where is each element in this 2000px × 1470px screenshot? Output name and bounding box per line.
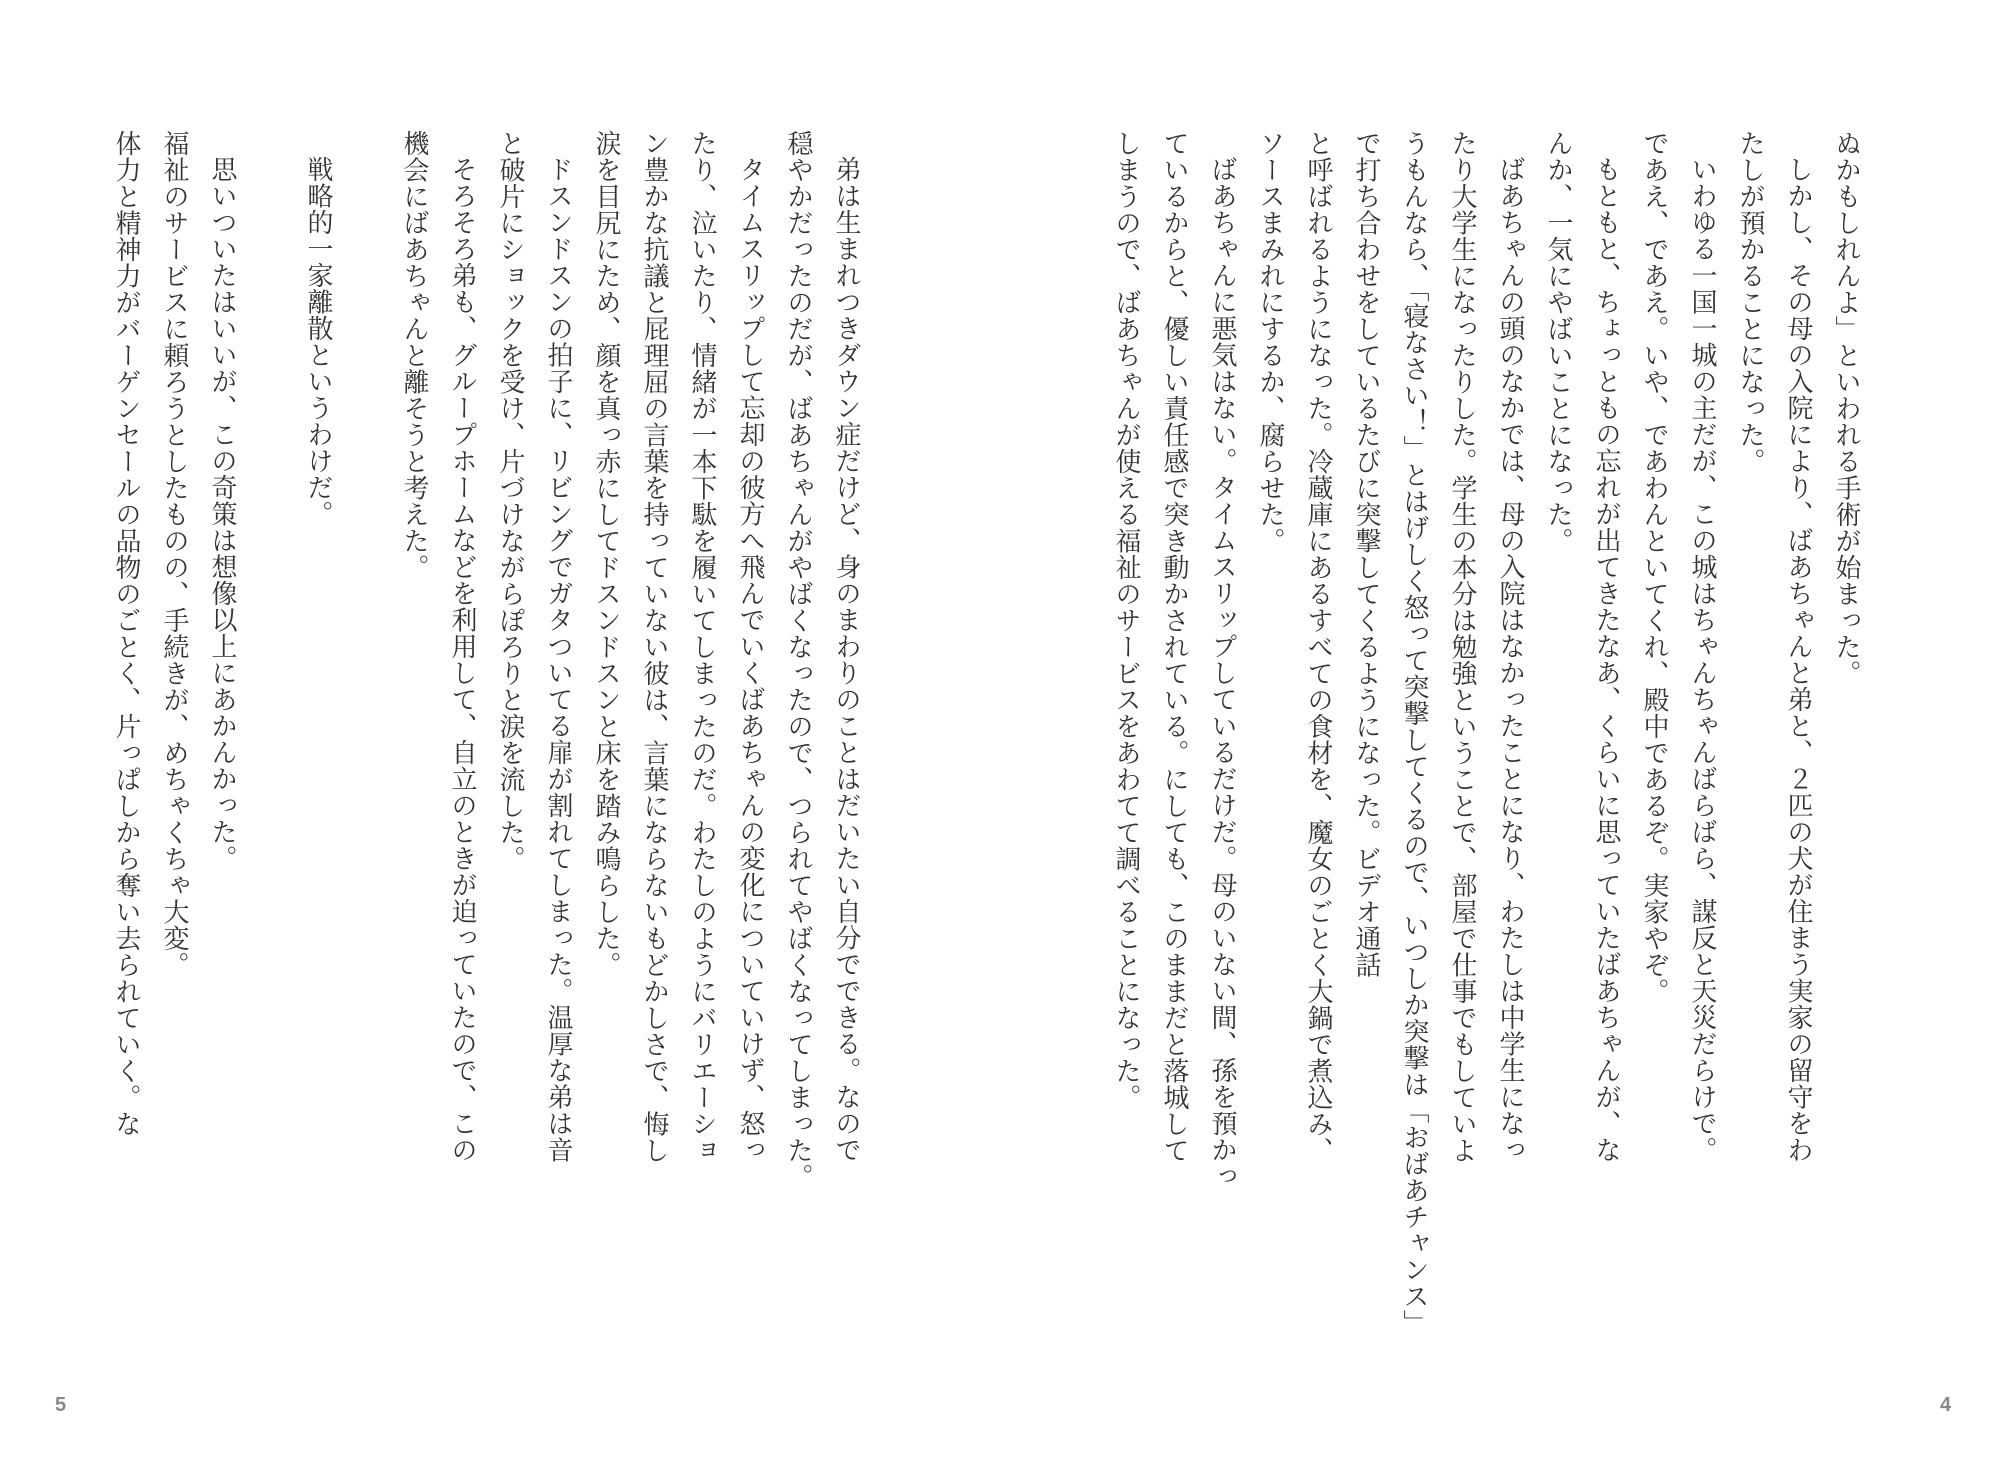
page-number-right: 4 [1940, 1394, 1952, 1416]
left-page-text [102, 130, 870, 1230]
text-line: ているからと、優しい責任感で突き動かされている。にしても、このままだと落城して [1159, 130, 1189, 1164]
text-line: ン豊かな抗議と屁理屈の言葉を持っていない彼は、言葉にならないもどかしさで、悔し [639, 130, 669, 1164]
text-line: ドスンドスンの拍子に、リビングでガタついてる扉が割れてしまった。温厚な弟は音 [543, 156, 573, 1163]
text-line: たり大学生になったりした。学生の本分は勉強ということで、部屋で仕事でもしていよ [1447, 130, 1477, 1164]
text-line: もともと、ちょっともの忘れが出てきたなあ、くらいに思っていたばあちゃんが、な [1591, 156, 1621, 1163]
text-line: うもんなら、「寝なさい！」とはげしく怒って突撃してくるので、いつしか突撃は「おばあチャンス」 [1399, 130, 1429, 1336]
text-line: 涙を目尻にため、顔を真っ赤にしてドスンドスンと床を踏み鳴らした。 [591, 130, 621, 978]
text-line: しかし、その母の入院により、ばあちゃんと弟と、２匹の犬が住まう実家の留守をわ [1783, 156, 1813, 1163]
text-line: ソースまみれにするか、腐らせた。 [1255, 130, 1285, 554]
blank-line [246, 130, 294, 1230]
text-line: そろそろ弟も、グループホームなどを利用して、自立のときが迫っていたので、この [447, 156, 477, 1163]
text-line: であえ、であえ。いや、であわんといてくれ、殿中であるぞ。実家やぞ。 [1639, 130, 1669, 1005]
text-line: 戦略的一家離散というわけだ。 [303, 156, 333, 527]
text-line: 穏やかだったのだが、ばあちゃんがやばくなったので、つられてやばくなってしまった。 [783, 130, 813, 1190]
text-line: ぬかもしれんよ」といわれる手術が始まった。 [1831, 130, 1861, 687]
page-number-left: 5 [55, 1394, 67, 1416]
right-page-text [1102, 130, 1870, 1336]
text-line: 福祉のサービスに頼ろうとしたものの、手続きが、めちゃくちゃ大変。 [159, 130, 189, 978]
text-line: しまうので、ばあちゃんが使える福祉のサービスをあわてて調べることになった。 [1111, 130, 1141, 1111]
text-line: たしが預かることになった。 [1735, 130, 1765, 475]
text-line: いわゆる一国一城の主だが、この城はちゃんちゃんばらばら、謀反と天災だらけで。 [1687, 156, 1717, 1163]
text-line: と呼ばれるようになった。冷蔵庫にあるすべての食材を、魔女のごとく大鍋で煮込み、 [1303, 130, 1333, 1164]
text-line: 思いついたはいいが、この奇策は想像以上にあかんかった。 [207, 156, 237, 872]
text-line: んか、一気にやばいことになった。 [1543, 130, 1573, 554]
right-page [1000, 0, 2000, 1470]
text-line: 体力と精神力がバーゲンセールの品物のごとく、片っぱしから奪い去られていく。な [111, 130, 141, 1137]
text-line: 機会にばあちゃんと離そうと考えた。 [399, 130, 429, 581]
blank-line [342, 130, 390, 1230]
text-line: と破片にショックを受け、片づけながらぽろりと涙を流した。 [495, 130, 525, 872]
text-line: タイムスリップして忘却の彼方へ飛んでいくばあちゃんの変化についていけず、怒っ [735, 156, 765, 1163]
text-line: ばあちゃんの頭のなかでは、母の入院はなかったことになり、わたしは中学生になっ [1495, 156, 1525, 1163]
text-line: 弟は生まれつきダウン症だけど、身のまわりのことはだいたい自分でできる。なので [831, 156, 861, 1163]
text-line: たり、泣いたり、情緒が一本下駄を履いてしまったのだ。わたしのようにバリエーショ [687, 130, 717, 1164]
text-line: ばあちゃんに悪気はない。タイムスリップしているだけだ。母のいない間、孫を預かっ [1207, 156, 1237, 1190]
text-line: で打ち合わせをしているたびに突撃してくるようになった。ビデオ通話 [1351, 130, 1381, 978]
